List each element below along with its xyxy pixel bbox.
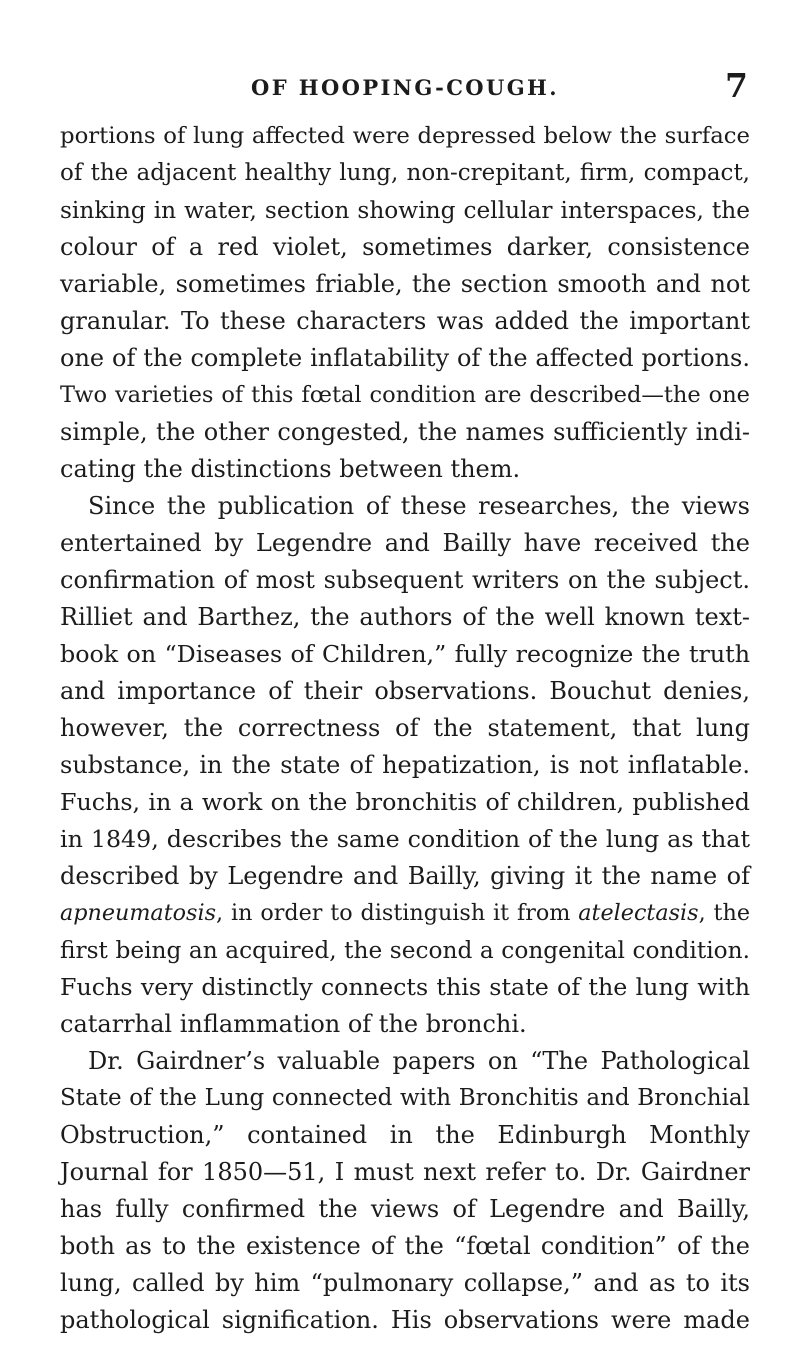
text-segment: confirmation of most subsequent writers on the subject.	[60, 566, 750, 594]
text-line	[60, 303, 750, 340]
text-line	[60, 488, 750, 525]
text-segment: pathological signification. His observations were made	[60, 1306, 750, 1334]
running-title: OF HOOPING-COUGH.	[251, 75, 559, 100]
text-segment: of the adjacent healthy lung, non-crepitant, firm, compact,	[60, 160, 750, 186]
text-line	[60, 1191, 750, 1228]
italic-term: atelectasis	[578, 900, 699, 926]
page-number: 7	[725, 66, 748, 105]
text-line	[60, 636, 750, 673]
text-segment: Journal for 1850—51, I must next refer to. Dr. Gairdner	[60, 1158, 750, 1186]
text-segment: both as to the existence of the “fœtal condition” of the	[60, 1232, 750, 1260]
text-line	[60, 821, 750, 858]
text-segment: Dr. Gairdner’s valuable papers on “The Pathological	[88, 1047, 750, 1075]
text-line	[60, 599, 750, 636]
text-segment: variable, sometimes friable, the section smooth and not	[60, 270, 750, 298]
text-line	[60, 1117, 750, 1154]
text-line	[60, 747, 750, 784]
italic-term: apneumatosis	[60, 900, 216, 926]
text-segment: simple, the other congested, the names sufficiently indi-	[60, 418, 750, 446]
text-line	[60, 858, 750, 895]
text-line	[60, 414, 750, 451]
text-segment: in 1849, describes the same condition of the lung as that	[60, 825, 750, 853]
text-line	[60, 1043, 750, 1080]
text-segment: however, the correctness of the statement, that lung	[60, 714, 750, 742]
text-line	[60, 155, 750, 192]
text-segment: cating the distinctions between them.	[60, 455, 521, 483]
text-line	[60, 1154, 750, 1191]
text-segment: and importance of their observations. Bouchut denies,	[60, 677, 750, 705]
text-line	[60, 118, 750, 155]
text-line	[60, 784, 750, 821]
text-segment: sinking in water, section showing cellular interspaces, the	[60, 197, 750, 224]
text-line	[60, 229, 750, 266]
text-line	[60, 192, 750, 229]
text-line	[60, 562, 750, 599]
text-segment: Fuchs, in a work on the bronchitis of children, published	[60, 788, 750, 816]
text-segment: one of the complete inflatability of the affected portions.	[60, 344, 750, 372]
body-text	[60, 118, 750, 1339]
text-line	[60, 1080, 750, 1117]
text-line	[60, 1006, 750, 1043]
text-line	[60, 1302, 750, 1339]
text-line	[60, 673, 750, 710]
text-line	[60, 266, 750, 303]
text-line	[60, 525, 750, 562]
text-segment: catarrhal inflammation of the bronchi.	[60, 1010, 527, 1038]
text-line	[60, 1265, 750, 1302]
text-segment: , the	[698, 900, 750, 926]
text-line	[60, 895, 750, 932]
text-segment: substance, in the state of hepatization, is not inflatable.	[60, 751, 750, 779]
text-segment: entertained by Legendre and Bailly have received the	[60, 529, 750, 557]
text-line	[60, 710, 750, 747]
text-line	[60, 969, 750, 1006]
text-line	[60, 377, 750, 414]
text-line	[60, 451, 750, 488]
text-segment: Fuchs very distinctly connects this state of the lung with	[60, 973, 750, 1001]
text-segment: colour of a red violet, sometimes darker, consistence	[60, 233, 750, 261]
text-segment: Rilliet and Barthez, the authors of the well known text-	[60, 603, 750, 631]
text-segment: described by Legendre and Bailly, giving it the name of	[60, 862, 750, 890]
text-segment: Obstruction,” contained in the Edinburgh Monthly	[60, 1121, 750, 1149]
text-segment: , in order to distinguish it from	[216, 900, 579, 926]
text-segment: book on “Diseases of Children,” fully recognize the truth	[60, 640, 750, 668]
running-head	[60, 66, 750, 111]
text-segment: State of the Lung connected with Bronchitis and Bronchial	[60, 1085, 750, 1111]
text-line	[60, 340, 750, 377]
text-segment: Since the publication of these researches, the views	[88, 492, 750, 520]
text-segment: first being an acquired, the second a congenital condition.	[60, 937, 750, 964]
text-segment: granular. To these characters was added the important	[60, 307, 750, 335]
text-segment: portions of lung affected were depressed below the surface	[60, 123, 750, 149]
text-segment: has fully confirmed the views of Legendre and Bailly,	[60, 1195, 750, 1223]
text-line	[60, 1228, 750, 1265]
text-segment: Two varieties of this fœtal condition are described—the one	[60, 382, 750, 408]
text-line	[60, 932, 750, 969]
text-segment: lung, called by him “pulmonary collapse,” and as to its	[60, 1269, 750, 1297]
